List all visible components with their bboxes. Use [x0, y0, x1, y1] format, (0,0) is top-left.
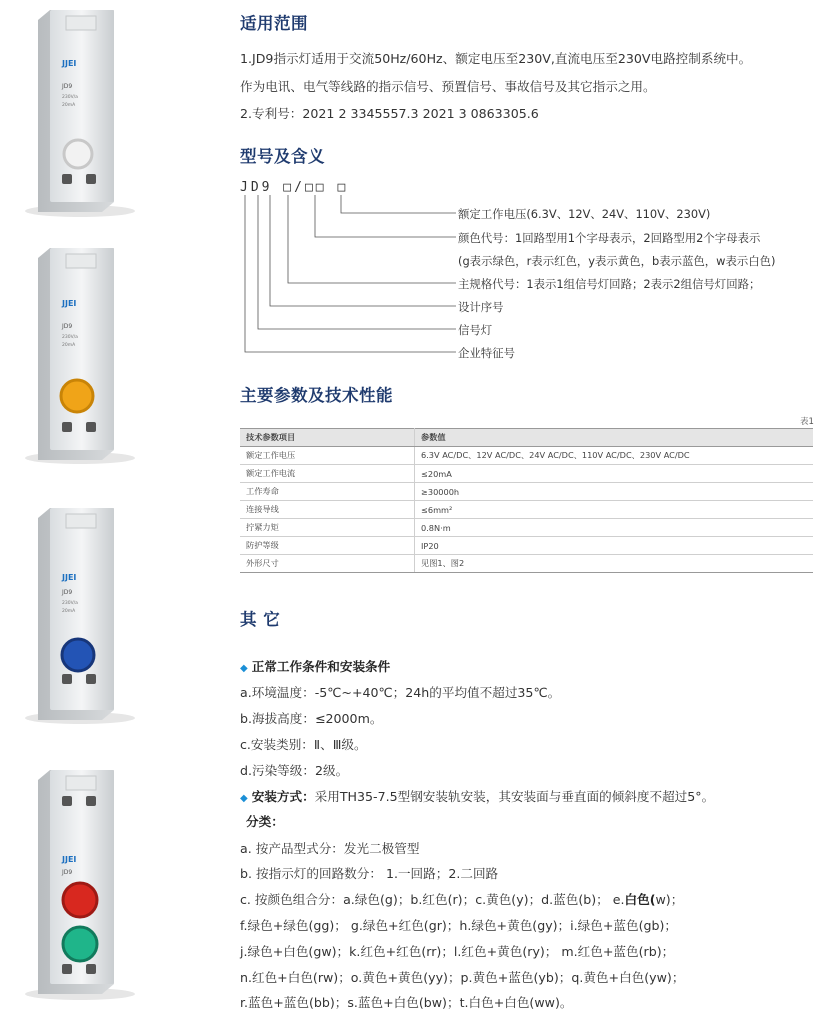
table-header-row — [240, 429, 813, 447]
product-brand-text: JJEI — [62, 59, 77, 68]
product-model-text: JD9 — [62, 83, 73, 90]
model-label-voltage: 额定工作电压(6.3V、12V、24V、110V、230V) — [458, 207, 711, 221]
section-title-scope: 适用范围 — [240, 14, 308, 33]
lamp-lens — [62, 639, 94, 671]
table-cell: 连接导线 — [240, 501, 415, 519]
table-cell: IP20 — [415, 537, 814, 555]
product-brand-text: JJEI — [62, 855, 77, 864]
diamond-bullet-icon: ◆ — [240, 663, 248, 674]
product-brand-text: JJEI — [62, 573, 77, 582]
install-line — [240, 786, 714, 805]
install-text: 采用TH35-7.5型钢安装轨安装，其安装面与垂直面的倾斜度不超过5°。 — [314, 789, 715, 804]
product-spec2-text: 20mA — [62, 609, 76, 614]
install-title: 安装方式： — [251, 789, 315, 804]
product-spec2-text: 20mA — [62, 343, 76, 348]
lamp-lens-bottom — [63, 927, 97, 961]
table-cell: 6.3V AC/DC、12V AC/DC、24V AC/DC、110V AC/DC、230V AC/DC — [415, 447, 814, 465]
section-title-other: 其 它 — [240, 610, 281, 629]
color-combo-line — [240, 889, 683, 908]
model-label-enterprise: 企业特征号 — [458, 346, 515, 360]
table-header-value: 参数值 — [415, 429, 814, 447]
product-brand-text: JJEI — [62, 299, 77, 308]
table-cell: 额定工作电压 — [240, 447, 415, 465]
conditions-title: 正常工作条件和安装条件 — [251, 659, 391, 674]
table-header-item: 技术参数项目 — [240, 429, 415, 447]
table-cell: ≤6mm² — [415, 501, 814, 519]
product-image-white — [10, 6, 150, 221]
indicator-double-illustration — [10, 766, 150, 1006]
table-caption: 表1 — [800, 417, 814, 427]
diamond-bullet-icon: ◆ — [240, 793, 248, 804]
product-spec1-text: 230V/a — [62, 601, 78, 606]
color-combo-post: w)； — [655, 892, 684, 907]
condition-line: a.环境温度：-5℃~+40℃；24h的平均值不超过35℃。 — [240, 685, 561, 700]
product-spec1-text: 230V/a — [62, 335, 78, 340]
section-title-params: 主要参数及技术性能 — [240, 386, 393, 405]
classification-line: a. 按产品型式分：发光二极管型 — [240, 841, 420, 856]
indicator-white-illustration — [10, 6, 150, 221]
product-image-blue — [10, 504, 150, 729]
model-label-signal-lamp: 信号灯 — [458, 323, 493, 337]
table-row — [240, 537, 813, 555]
table-cell: 拧紧力矩 — [240, 519, 415, 537]
model-diagram-lines — [240, 195, 460, 360]
product-model-text: JD9 — [62, 589, 73, 596]
product-spec1-text: 230V/a — [62, 95, 78, 100]
color-combo-line: r.蓝色+蓝色(bb)；s.蓝色+白色(bw)；t.白色+白色(ww)。 — [240, 995, 573, 1010]
model-label-color-note: (g表示绿色，r表示红色，y表示黄色，b表示蓝色，w表示白色) — [458, 254, 776, 268]
color-combo-line: j.绿色+白色(gw)；k.红色+红色(rr)；l.红色+黄色(ry)； m.红色+蓝色(rb)； — [240, 944, 675, 959]
table-row — [240, 555, 813, 573]
condition-line: c.安装类别：Ⅱ、Ⅲ级。 — [240, 737, 367, 752]
scope-line-2: 作为电讯、电气等线路的指示信号、预置信号、事故信号及其它指示之用。 — [240, 79, 656, 94]
table-cell: 额定工作电流 — [240, 465, 415, 483]
lamp-lens — [61, 380, 93, 412]
table-cell: 0.8N·m — [415, 519, 814, 537]
table-cell: 工作寿命 — [240, 483, 415, 501]
params-table — [240, 428, 813, 573]
product-model-text: JD9 — [62, 869, 73, 876]
table-row — [240, 519, 813, 537]
product-image-red-green — [10, 766, 150, 1006]
product-spec2-text: 20mA — [62, 103, 76, 108]
product-model-text: JD9 — [62, 323, 73, 330]
indicator-yellow-illustration — [10, 244, 150, 469]
indicator-blue-illustration — [10, 504, 150, 729]
table-cell: 防护等级 — [240, 537, 415, 555]
table-cell: 见图1、图2 — [415, 555, 814, 573]
table-row — [240, 483, 813, 501]
section-title-model: 型号及含义 — [240, 147, 325, 166]
color-combo-bold: 白色( — [624, 892, 656, 907]
lamp-lens — [64, 140, 92, 168]
model-label-color: 颜色代号：1回路型用1个字母表示，2回路型用2个字母表示 — [458, 231, 761, 245]
model-label-main-spec: 主规格代号：1表示1组信号灯回路；2表示2组信号灯回路； — [458, 277, 761, 291]
condition-line: b.海拔高度：≤2000m。 — [240, 711, 383, 726]
table-cell: ≤20mA — [415, 465, 814, 483]
classification-title: 分类： — [246, 814, 284, 829]
scope-line-1: 1.JD9指示灯适用于交流50Hz/60Hz、额定电压至230V,直流电压至230V电路控制系统中。 — [240, 51, 752, 66]
product-image-yellow — [10, 244, 150, 469]
table-row — [240, 447, 813, 465]
lamp-lens-top — [63, 883, 97, 917]
conditions-heading — [240, 656, 390, 675]
color-combo-line: n.红色+白色(rw)；o.黄色+黄色(yy)；p.黄色+蓝色(yb)；q.黄色+白色(yw)； — [240, 970, 685, 985]
model-code: JD9 □/□□ □ — [240, 180, 349, 195]
color-combo-line: f.绿色+绿色(gg)； g.绿色+红色(gr)；h.绿色+黄色(gy)；i.绿色+蓝色(gb)； — [240, 918, 677, 933]
table-row — [240, 501, 813, 519]
color-combo-pre: c. 按颜色组合分：a.绿色(g)；b.红色(r)；c.黄色(y)；d.蓝色(b)； e. — [240, 892, 625, 907]
table-cell: ≥30000h — [415, 483, 814, 501]
model-label-design-no: 设计序号 — [458, 300, 504, 314]
table-cell: 外形尺寸 — [240, 555, 415, 573]
condition-line: d.污染等级：2级。 — [240, 763, 349, 778]
table-row — [240, 465, 813, 483]
classification-line: b. 按指示灯的回路数分： 1.一回路；2.二回路 — [240, 866, 499, 881]
scope-line-3: 2.专利号：2021 2 3345557.3 2021 3 0863305.6 — [240, 106, 539, 121]
